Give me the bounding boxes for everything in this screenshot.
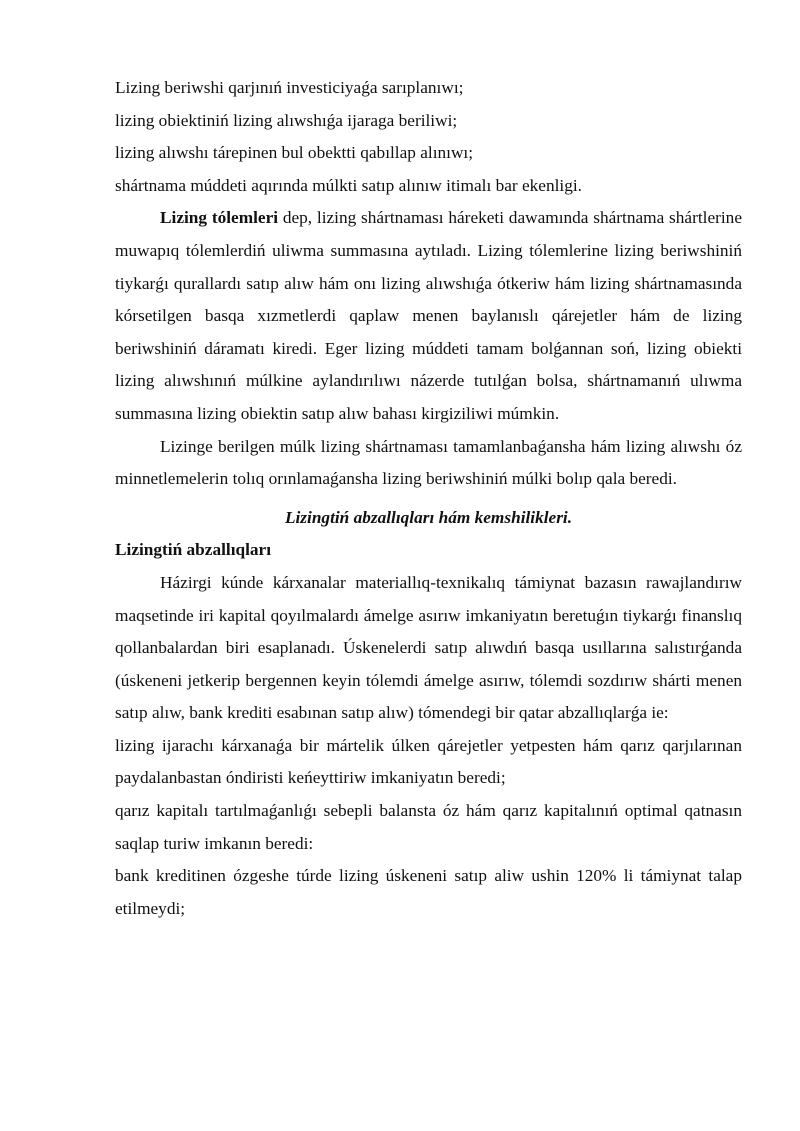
lizing-payments-text: dep, lizing shártnaması háreketi dawamında shártnama shártlerine muwapıq tólemlerdiń uliwma summasına aytıladı. Lizing tólemlerine lizing beriwshiniń tiykarǵı qurallardı satıp alıw hám onı lizing alıwshıǵa ótkeriw hám lizing shártnamasında kórsetilgen basqa xızmetlerdi qaplaw menen baylanıslı qárejetler hám de lizing beriwshiniń dáramatı kiredi. Eger lizing múddeti tamam bolǵannan soń, lizing obiekti lizing alıwshınıń múlkine aylandırılıwı názerde tutılǵan bolsa, shártnamanıń ulıwma summasına lizing obiektin satıp alıw bahası kirgiziliwi múmkin.: [115, 208, 742, 423]
advantages-list-item: qarız kapitalı tartılmaǵanlıǵı sebepli balansta óz hám qarız kapitalınıń optimal qatnasın saqlap turiw imkanın beredi:: [115, 801, 742, 853]
section-title: Lizingtiń abzallıqları hám kemshilikleri.: [284, 507, 573, 527]
advantages-paragraph: Házirgi kúnde kárxanalar materiallıq-texnikalıq támiynat bazasın rawajlandırıw maqsetinde iri kapital qoyılmalardı ámelge asırıw imkaniyatın beretuǵın tiykarǵı finanslıq qollanbalardan biri esaplanadı. Úskenelerdi satıp alıwdıń basqa usıllarına salıstırǵanda (úskeneni jetkerip bergennen keyin tólemdi ámelge asırıw, tólemdi sozdırıw shárti menen satıp alıw, bank krediti esabınan satıp alıw) tómendegi bir qatar abzallıqlarǵa ie:: [115, 572, 742, 723]
intro-list-item: shártnama múddeti aqırında múlkti satıp alınıw itimalı bar ekenligi.: [115, 175, 582, 195]
advantages-list-item: bank kreditinen ózgeshe túrde lizing úskeneni satıp aliw ushin 120% li támiynat talap etilmeydi;: [115, 866, 742, 918]
advantages-list-item: lizing ijarachı kárxanaǵa bir mártelik úlken qárejetler yetpesten hám qarız qarjılarınan paydalanbastan óndiristi keńeyttiriw imkaniyatın beredi;: [115, 735, 742, 788]
lizing-payments-term: Lizing tólemleri: [160, 208, 279, 228]
advantages-subheading: Lizingtiń abzallıqları: [115, 540, 272, 560]
ownership-paragraph: Lizinge berilgen múlk lizing shártnaması tamamlanbaǵansha hám lizing alıwshı óz minnetlemelerin tolıq orınlamaǵansha lizing beriwshiniń múlki bolıp qala beredi.: [115, 436, 742, 489]
document-page: [115, 72, 742, 925]
intro-list-item: Lizing beriwshi qarjınıń investiciyaǵa sarıplanıwı;: [115, 78, 464, 97]
intro-list-item: lizing alıwshı tárepinen bul obektti qabıllap alınıwı;: [115, 143, 474, 163]
lizing-payments-paragraph: [115, 202, 742, 430]
intro-list-item: lizing obiektiniń lizing alıwshıǵa ijaraga beriliwi;: [115, 110, 458, 130]
